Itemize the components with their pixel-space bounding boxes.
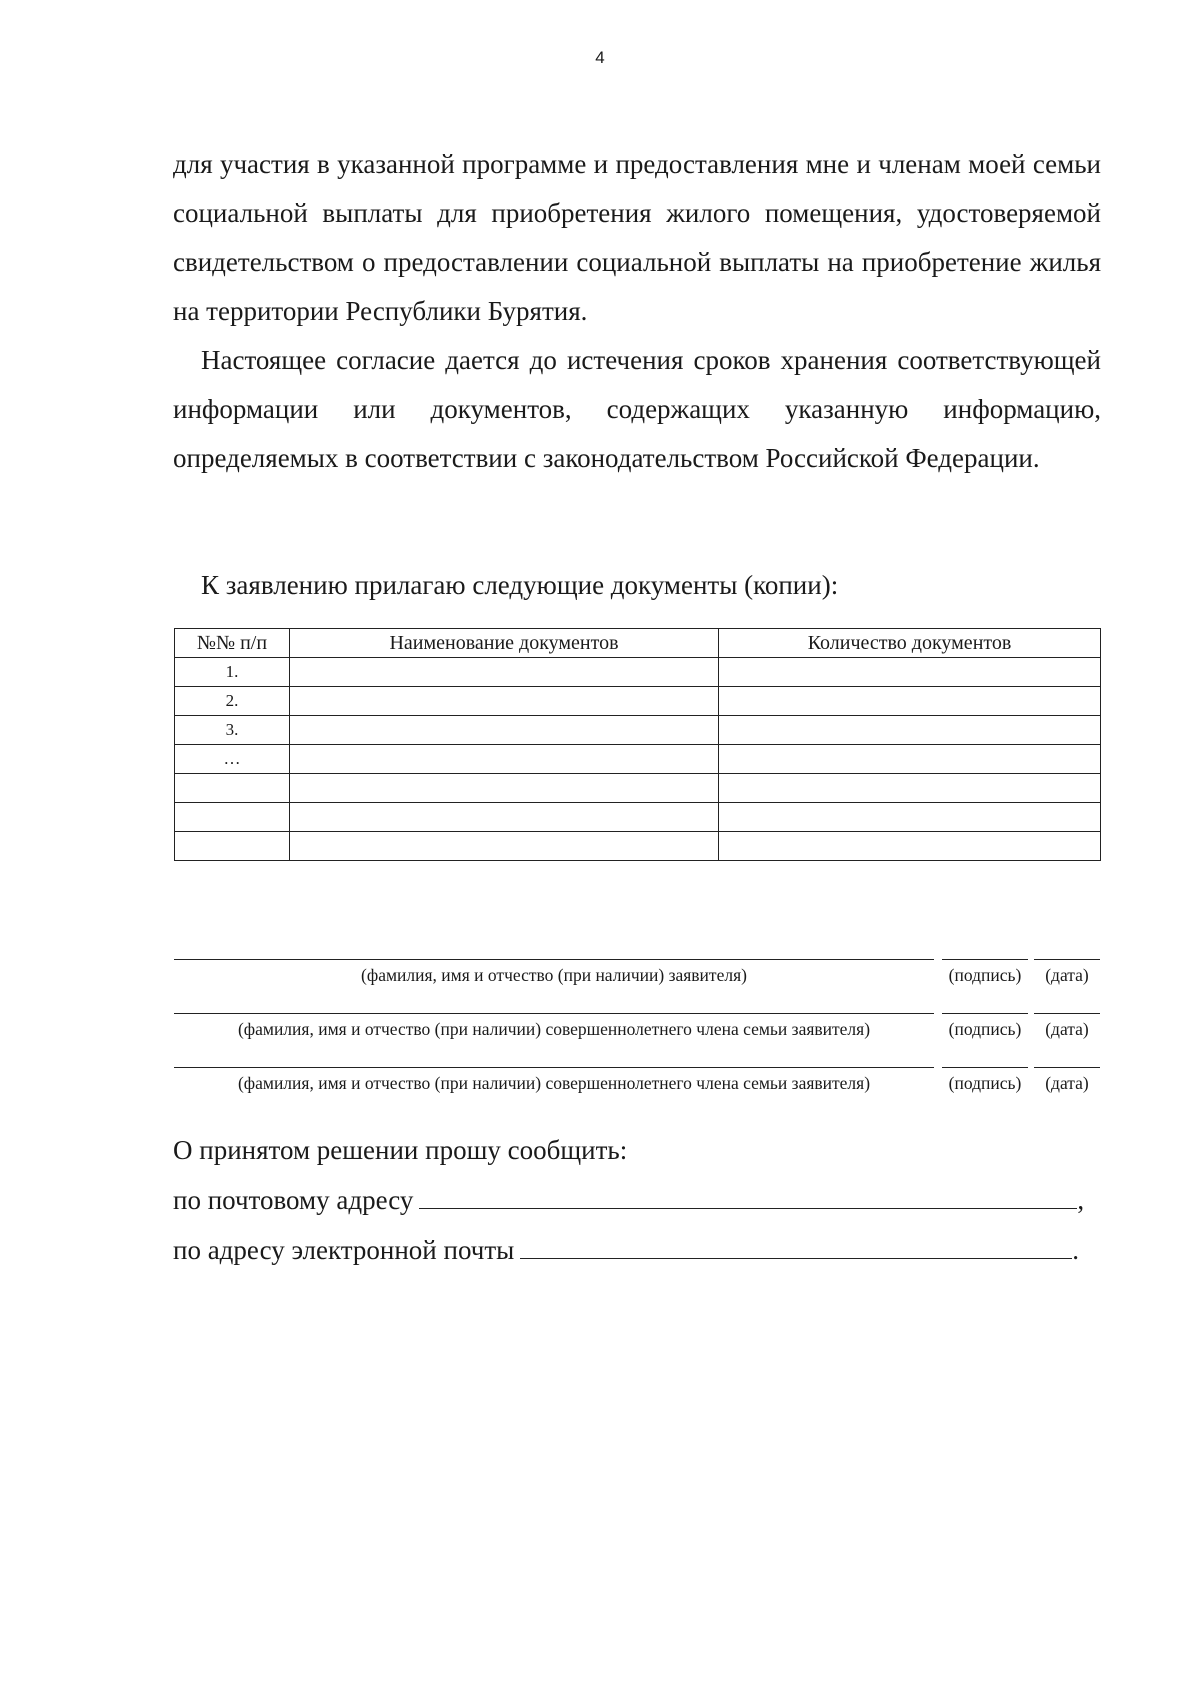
consent-text bbox=[173, 140, 1101, 483]
table-row bbox=[175, 687, 1101, 716]
date-caption: (дата) bbox=[1045, 1073, 1089, 1093]
notification-section bbox=[173, 1125, 1103, 1275]
signature-line[interactable] bbox=[942, 1067, 1028, 1068]
table-row bbox=[175, 803, 1101, 832]
table-row bbox=[175, 745, 1101, 774]
header-document-count: Количество документов bbox=[719, 629, 1101, 658]
document-name-cell[interactable] bbox=[290, 658, 719, 687]
document-name-cell[interactable] bbox=[290, 716, 719, 745]
document-count-cell[interactable] bbox=[719, 716, 1101, 745]
document-count-cell[interactable] bbox=[719, 774, 1101, 803]
email-address-end: . bbox=[1072, 1235, 1080, 1265]
notification-heading: О принятом решении прошу сообщить: bbox=[173, 1135, 628, 1165]
document-name-cell[interactable] bbox=[290, 745, 719, 774]
document-name-cell[interactable] bbox=[290, 687, 719, 716]
table-row bbox=[175, 658, 1101, 687]
postal-address-field[interactable] bbox=[419, 1186, 1077, 1209]
attachments-title: К заявлению прилагаю следующие документы (копии): bbox=[201, 570, 839, 600]
name-caption: (фамилия, имя и отчество (при наличии) совершеннолетнего члена семьи заявителя) bbox=[237, 1019, 871, 1039]
row-number bbox=[175, 774, 290, 803]
document-name-cell[interactable] bbox=[290, 774, 719, 803]
postal-address-end: , bbox=[1077, 1185, 1085, 1215]
document-name-cell[interactable] bbox=[290, 832, 719, 861]
document-count-cell[interactable] bbox=[719, 687, 1101, 716]
name-caption: (фамилия, имя и отчество (при наличии) заявителя) bbox=[361, 965, 747, 985]
row-number: 3. bbox=[175, 716, 290, 745]
signature-caption: (подпись) bbox=[948, 1019, 1022, 1039]
document-count-cell[interactable] bbox=[719, 803, 1101, 832]
signature-line[interactable] bbox=[942, 1013, 1028, 1014]
date-line[interactable] bbox=[1034, 1013, 1100, 1014]
paragraph-continuation: для участия в указанной программе и предоставления мне и членам моей семьи социальной выплаты для приобретения жилого помещения, удостоверяемой свидетельством о предоставлении социальной выплаты на приобретение жилья на территории Республики Бурятия. bbox=[173, 149, 1101, 326]
attachments-table bbox=[174, 628, 1101, 861]
signature-line[interactable] bbox=[942, 959, 1028, 960]
signature-row-applicant bbox=[174, 959, 1100, 991]
row-number: 2. bbox=[175, 687, 290, 716]
name-line[interactable] bbox=[174, 1013, 934, 1014]
email-address-line bbox=[173, 1225, 1103, 1275]
table-row bbox=[175, 716, 1101, 745]
page-number: 4 bbox=[595, 48, 605, 67]
date-caption: (дата) bbox=[1045, 965, 1089, 985]
date-line[interactable] bbox=[1034, 959, 1100, 960]
date-line[interactable] bbox=[1034, 1067, 1100, 1068]
signature-caption: (подпись) bbox=[948, 965, 1022, 985]
document-count-cell[interactable] bbox=[719, 658, 1101, 687]
signature-caption: (подпись) bbox=[948, 1073, 1022, 1093]
name-line[interactable] bbox=[174, 959, 934, 960]
date-caption: (дата) bbox=[1045, 1019, 1089, 1039]
table-row bbox=[175, 832, 1101, 861]
signature-row-family-member-2 bbox=[174, 1067, 1100, 1099]
document-count-cell[interactable] bbox=[719, 832, 1101, 861]
document-name-cell[interactable] bbox=[290, 803, 719, 832]
email-address-label: по адресу электронной почты bbox=[173, 1235, 515, 1265]
postal-address-line bbox=[173, 1175, 1103, 1225]
name-line[interactable] bbox=[174, 1067, 934, 1068]
row-number bbox=[175, 832, 290, 861]
postal-address-label: по почтовому адресу bbox=[173, 1185, 414, 1215]
email-address-field[interactable] bbox=[520, 1236, 1072, 1259]
row-number: … bbox=[175, 745, 290, 774]
document-count-cell[interactable] bbox=[719, 745, 1101, 774]
header-document-name: Наименование документов bbox=[290, 629, 719, 658]
table-header-row bbox=[175, 629, 1101, 658]
table-row bbox=[175, 774, 1101, 803]
row-number bbox=[175, 803, 290, 832]
paragraph-consent-term: Настоящее согласие дается до истечения сроков хранения соответствующей информации или документов, содержащих указанную информацию, определяемых в соответствии с законодательством Российской Федерации. bbox=[173, 345, 1101, 473]
row-number: 1. bbox=[175, 658, 290, 687]
name-caption: (фамилия, имя и отчество (при наличии) совершеннолетнего члена семьи заявителя) bbox=[237, 1073, 871, 1093]
header-number: №№ п/п bbox=[175, 629, 290, 658]
signature-row-family-member-1 bbox=[174, 1013, 1100, 1045]
